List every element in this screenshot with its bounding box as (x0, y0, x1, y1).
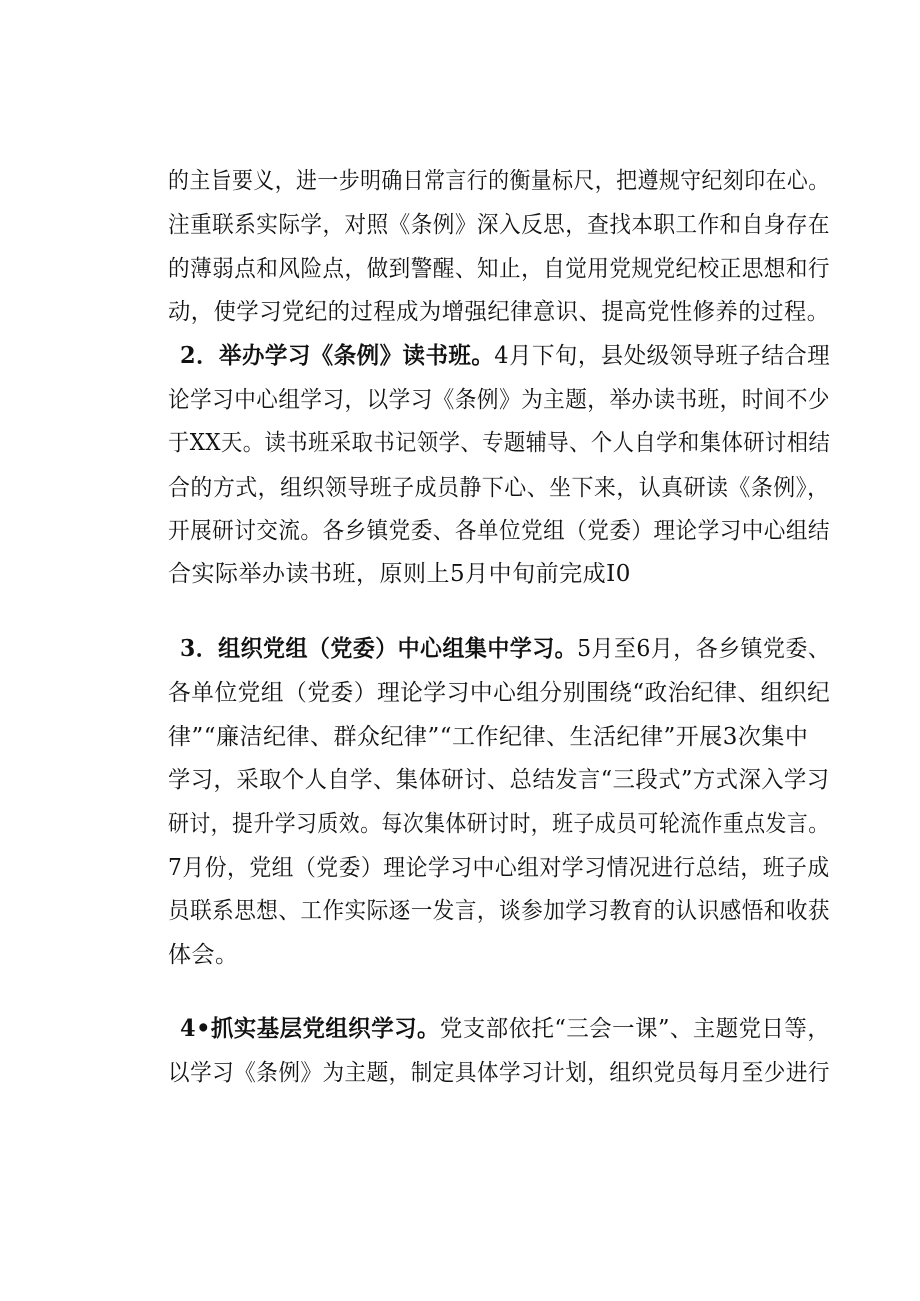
text-segment: 学习，采取个人自学、集体研讨、总结发言“三段式”方式深入学习 (168, 767, 830, 793)
text-segment: 5月至6月，各乡镇党委、 (577, 636, 831, 662)
paragraph-line (168, 765, 830, 795)
text-segment: 注重联系实际学，对照《条例》深入反思，查找本职工作和自身存在 (168, 212, 830, 238)
paragraph-line (168, 210, 830, 240)
paragraph-line (180, 1014, 830, 1044)
paragraph-line (168, 940, 239, 970)
text-segment: 员联系思想、工作实际逐一发言，谈参加学习教育的认识感悟和收获 (168, 898, 830, 924)
text-segment: 的主旨要义，进一步明确日常言行的衡量标尺，把遵规守纪刻印在心。 (168, 168, 830, 194)
paragraph-line (168, 473, 830, 503)
text-segment: 4月下旬，县处级领导班子结合理 (494, 343, 831, 369)
paragraph-line (180, 341, 830, 371)
paragraph-line (168, 853, 830, 883)
paragraph-line (168, 254, 830, 284)
text-segment: 研讨，提升学习质效。每次集体研讨时，班子成员可轮流作重点发言。 (168, 811, 830, 837)
text-segment: 开展研讨交流。各乡镇党委、各单位党组（党委）理论学习中心组结 (168, 518, 830, 544)
paragraph-line (168, 516, 830, 546)
paragraph-line (168, 809, 830, 839)
text-segment: 论学习中心组学习，以学习《条例》为主题，举办读书班，时间不少 (168, 387, 830, 413)
text-segment: 以学习《条例》为主题，制定具体学习计划，组织党员每月至少进行 (168, 1060, 830, 1086)
paragraph-line (168, 297, 830, 327)
paragraph-line (168, 678, 830, 708)
text-segment: 党支部依托“三会一课”、主题党日等， (439, 1016, 831, 1042)
paragraph-line (168, 166, 830, 196)
text-segment: 律”“廉洁纪律、群众纪律”“工作纪律、生活纪律”开展3次集中 (168, 724, 809, 750)
text-segment: 于XX天。读书班采取书记领学、专题辅导、个人自学和集体研讨相结 (168, 430, 831, 456)
paragraph-line (168, 896, 830, 926)
text-segment: 的薄弱点和风险点，做到警醒、知止，自觉用党规党纪校正思想和行 (168, 256, 830, 282)
text-segment: 动，使学习党纪的过程成为增强纪律意识、提高党性修养的过程。 (168, 299, 830, 325)
paragraph-line (168, 385, 830, 415)
paragraph-line (168, 1058, 830, 1088)
paragraph-line (180, 634, 830, 664)
section-heading: 3．组织党组（党委）中心组集中学习。 (180, 635, 578, 662)
section-heading: 2．举办学习《条例》读书班。 (180, 342, 495, 369)
text-segment: 合的方式，组织领导班子成员静下心、坐下来，认真研读《条例》， (168, 475, 830, 501)
paragraph-line (168, 559, 631, 589)
text-segment: 7月份，党组（党委）理论学习中心组对学习情况进行总结，班子成 (168, 855, 830, 881)
paragraph-line (168, 428, 830, 458)
paragraph-line (168, 722, 808, 752)
section-heading: 4•抓实基层党组织学习。 (180, 1015, 440, 1042)
text-segment: 体会。 (168, 942, 239, 968)
text-segment: 各单位党组（党委）理论学习中心组分别围绕“政治纪律、组织纪 (168, 680, 831, 706)
text-segment: 合实际举办读书班，原则上5月中旬前完成I0 (168, 561, 631, 587)
